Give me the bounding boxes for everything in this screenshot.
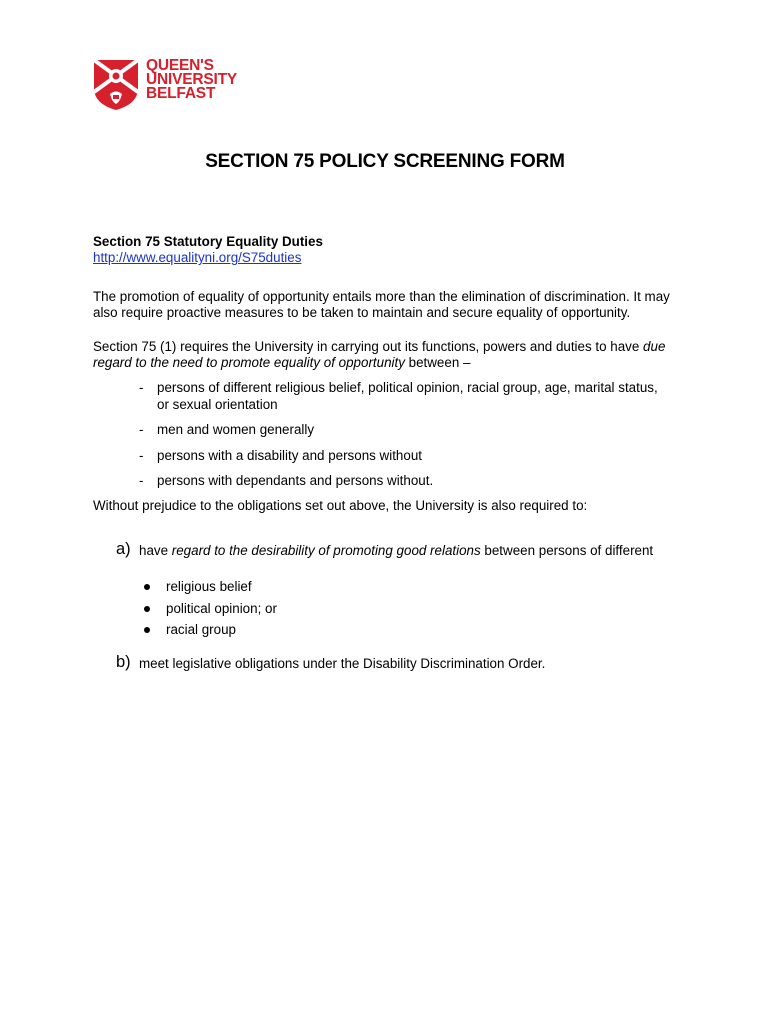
bullet-icon (144, 627, 150, 633)
dash-marker: - (139, 380, 144, 396)
list-item (93, 579, 673, 595)
good-relations-text-end: between persons of different (480, 542, 654, 558)
list-item-text: political opinion; or (166, 600, 277, 616)
list-item-text: persons with a disability and persons without (157, 447, 422, 463)
university-logo (92, 58, 237, 112)
crest-icon (92, 58, 140, 112)
s75-duties-link[interactable]: http://www.equalityni.org/S75duties (93, 250, 302, 266)
obligations-paragraph: Without prejudice to the obligations set out above, the University is also required to: (93, 498, 588, 514)
bullet-icon (144, 606, 150, 612)
list-item (93, 422, 673, 438)
dash-marker: - (139, 473, 144, 489)
disability-text: meet legislative obligations under the Disability Discrimination Order. (139, 655, 546, 671)
relations-groups-list (93, 579, 673, 638)
document-body (93, 234, 673, 672)
list-item-text: persons of different religious belief, political opinion, racial group, age, marital status, or sexual orientation (157, 380, 658, 412)
item-marker-a: a) (116, 539, 131, 558)
section-heading: Section 75 Statutory Equality Duties (93, 234, 323, 249)
good-relations-item (93, 539, 673, 559)
list-item-text: persons with dependants and persons without. (157, 473, 434, 489)
section75-paragraph (93, 339, 673, 372)
list-item (93, 380, 673, 413)
section75-text: Section 75 (1) requires the University in carrying out its functions, powers and duties to have (93, 338, 644, 354)
section75-text-end: between – (404, 355, 471, 371)
logo-wordmark (146, 59, 237, 101)
section75-emphasis: due regard to the need to promote equality of opportunity (93, 338, 666, 371)
item-marker-b: b) (116, 652, 131, 671)
document-title: SECTION 75 POLICY SCREENING FORM (205, 151, 565, 172)
equality-groups-list (93, 380, 673, 489)
logo-line-1: QUEEN'S (146, 57, 214, 74)
good-relations-text: have (139, 542, 172, 558)
list-item (93, 448, 673, 464)
bullet-icon (144, 584, 150, 590)
list-item (93, 473, 673, 489)
list-item-text: racial group (166, 622, 236, 638)
dash-marker: - (139, 447, 144, 463)
list-item (93, 601, 673, 617)
disability-item (93, 652, 673, 672)
logo-line-3: BELFAST (146, 85, 216, 102)
intro-paragraph: The promotion of equality of opportunity entails more than the elimination of discrimination. It may also require proactive measures to be taken to maintain and secure equality of opportunity. (93, 288, 670, 321)
list-item (93, 622, 673, 638)
dash-marker: - (139, 422, 144, 438)
good-relations-emphasis: regard to the desirability of promoting good relations (171, 542, 481, 558)
list-item-text: men and women generally (157, 422, 315, 438)
list-item-text: religious belief (166, 579, 252, 595)
logo-line-2: UNIVERSITY (146, 71, 238, 88)
